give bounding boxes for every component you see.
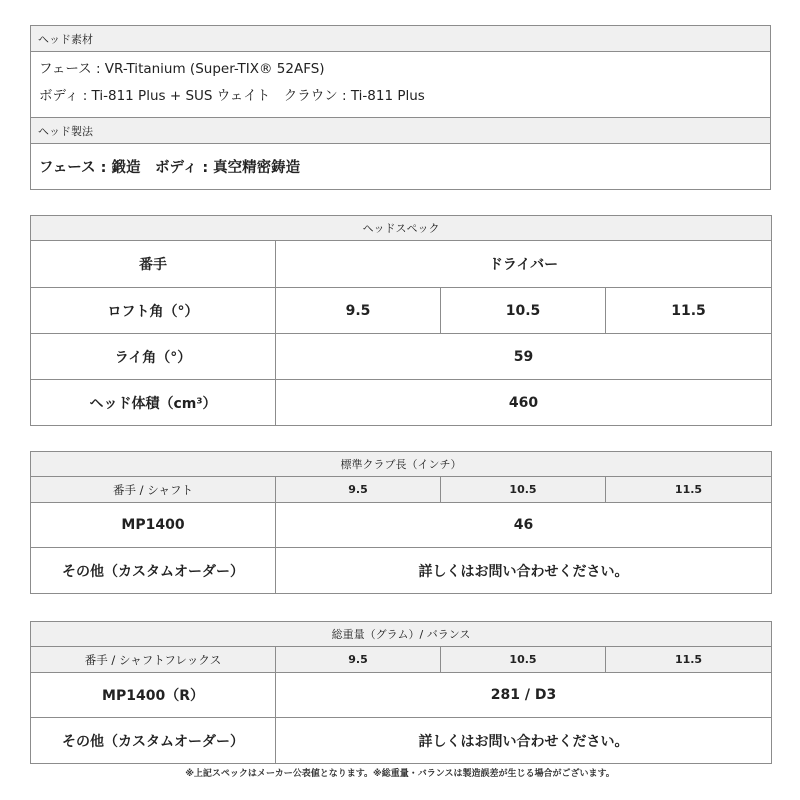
club-length-title: 標準クラブ長（インチ） (31, 452, 772, 477)
head-spec-number-label: 番手 (31, 241, 276, 288)
club-length-col-label: 番手 / シャフト (31, 477, 276, 503)
weight-balance-table (30, 621, 772, 764)
head-material-body (31, 52, 770, 118)
club-length-col: 10.5 (441, 477, 606, 503)
head-spec-title: ヘッドスペック (31, 216, 772, 241)
volume-label: ヘッド体積（cm³） (31, 380, 276, 426)
head-spec-table (30, 215, 772, 426)
weight-balance-row2-label: その他（カスタムオーダー） (31, 718, 276, 764)
head-method-header: ヘッド製法 (31, 118, 770, 144)
club-length-col: 11.5 (606, 477, 772, 503)
weight-balance-col: 10.5 (441, 647, 606, 673)
weight-balance-col: 11.5 (606, 647, 772, 673)
club-length-row1-value: 46 (276, 503, 772, 548)
weight-balance-col-label: 番手 / シャフトフレックス (31, 647, 276, 673)
weight-balance-title: 総重量（グラム）/ バランス (31, 622, 772, 647)
weight-balance-row1-value: 281 / D3 (276, 673, 772, 718)
head-method-section (30, 117, 771, 190)
lie-value: 59 (276, 334, 772, 380)
loft-value: 9.5 (276, 288, 441, 334)
weight-balance-col: 9.5 (276, 647, 441, 673)
lie-label: ライ角（°） (31, 334, 276, 380)
weight-balance-row2-value: 詳しくはお問い合わせください。 (276, 718, 772, 764)
club-length-col: 9.5 (276, 477, 441, 503)
loft-value: 11.5 (606, 288, 772, 334)
footnote: ※上記スペックはメーカー公表値となります。※総重量・バランスは製造誤差が生じる場合がございます。 (185, 769, 615, 779)
head-method-body: フェース : 鍛造 ボディ : 真空精密鋳造 (39, 159, 301, 176)
head-material-section (30, 25, 771, 118)
weight-balance-row1-label: MP1400（R） (31, 673, 276, 718)
head-spec-number-value: ドライバー (276, 241, 772, 288)
head-material-header: ヘッド素材 (31, 26, 770, 52)
club-length-row1-label: MP1400 (31, 503, 276, 548)
volume-value: 460 (276, 380, 772, 426)
head-material-body-crown: ボディ : Ti-811 Plus + SUS ウェイト クラウン : Ti-811 Plus (39, 88, 425, 104)
head-material-face: フェース : VR-Titanium (Super-TIX® 52AFS) (39, 61, 325, 77)
club-length-row2-label: その他（カスタムオーダー） (31, 548, 276, 594)
loft-label: ロフト角（°） (31, 288, 276, 334)
club-length-row2-value: 詳しくはお問い合わせください。 (276, 548, 772, 594)
club-length-table (30, 451, 772, 594)
loft-value: 10.5 (441, 288, 606, 334)
